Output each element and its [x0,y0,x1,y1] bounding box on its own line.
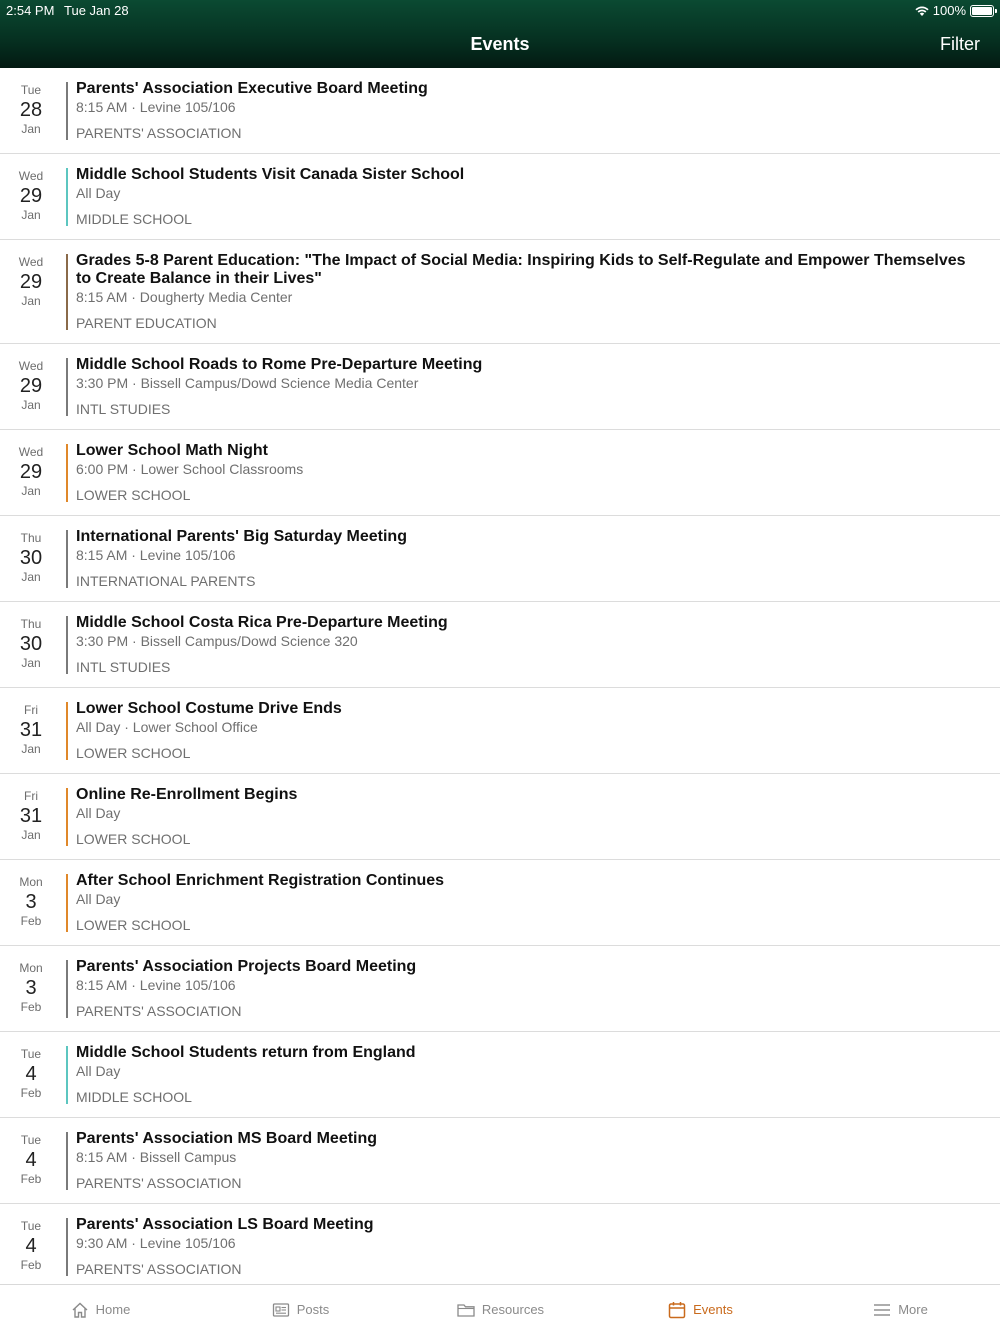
tab-label: Resources [481,1302,545,1317]
event-day: 3 [25,891,37,913]
event-day: 31 [19,805,43,827]
posts-icon [271,1300,291,1320]
event-category: PARENTS' ASSOCIATION [76,1175,242,1191]
category-color-bar [66,1046,68,1104]
event-details [76,614,976,675]
tab-resources[interactable] [400,1285,600,1334]
event-title: Parents' Association MS Board Meeting [76,1130,378,1147]
tab-events[interactable] [600,1285,800,1334]
event-weekday: Wed [18,445,44,459]
event-title: Parents' Association Projects Board Meeting [76,958,417,975]
page-title: Events [470,34,530,54]
event-date [0,1032,62,1100]
tab-posts[interactable] [200,1285,400,1334]
event-row[interactable] [0,1032,1000,1118]
category-color-bar [66,168,68,226]
category-color-bar [66,702,68,760]
event-time-location: All Day · Lower School Office [76,719,258,735]
event-title: Parents' Association LS Board Meeting [76,1216,374,1233]
event-weekday: Fri [24,789,38,803]
event-weekday: Tue [20,1047,42,1061]
calendar-icon [667,1300,687,1320]
event-day: 3 [25,977,37,999]
event-category: PARENTS' ASSOCIATION [76,1261,242,1277]
event-day: 30 [19,547,43,569]
event-time-location: All Day [76,1063,121,1079]
event-row[interactable] [0,946,1000,1032]
event-time-location: 3:30 PM · Bissell Campus/Dowd Science Media Center [76,375,419,391]
event-date [0,1118,62,1186]
event-details [76,1044,976,1105]
event-details [76,528,976,589]
event-category: PARENT EDUCATION [76,315,217,331]
event-time-location: 9:30 AM · Levine 105/106 [76,1235,236,1251]
category-color-bar [66,358,68,416]
event-weekday: Mon [19,961,43,975]
event-row[interactable] [0,1204,1000,1284]
event-day: 29 [19,185,43,207]
event-time-location: 8:15 AM · Levine 105/106 [76,547,236,563]
event-time-location: 8:15 AM · Levine 105/106 [76,99,236,115]
event-title: After School Enrichment Registration Continues [76,872,445,889]
event-category: LOWER SCHOOL [76,487,191,503]
event-category: INTL STUDIES [76,401,171,417]
event-date [0,688,62,756]
event-category: LOWER SCHOOL [76,831,191,847]
event-title: Middle School Students return from England [76,1044,416,1061]
category-color-bar [66,960,68,1018]
category-color-bar [66,616,68,674]
event-category: INTERNATIONAL PARENTS [76,573,256,589]
folder-icon [456,1300,476,1320]
event-category: PARENTS' ASSOCIATION [76,125,242,141]
wifi-icon [915,5,929,17]
event-category: LOWER SCHOOL [76,745,191,761]
event-month: Jan [21,828,41,842]
category-color-bar [66,444,68,502]
event-title: Lower School Costume Drive Ends [76,700,342,717]
event-month: Jan [21,742,41,756]
event-row[interactable] [0,154,1000,240]
event-title: Middle School Students Visit Canada Sister School [76,166,465,183]
event-date [0,154,62,222]
event-weekday: Fri [24,703,38,717]
event-time-location: 8:15 AM · Bissell Campus [76,1149,237,1165]
event-category: MIDDLE SCHOOL [76,211,192,227]
status-date: Tue Jan 28 [64,3,129,18]
event-day: 31 [19,719,43,741]
category-color-bar [66,82,68,140]
event-row[interactable] [0,602,1000,688]
event-row[interactable] [0,516,1000,602]
event-row[interactable] [0,430,1000,516]
event-details [76,166,976,227]
event-details [76,700,976,761]
event-month: Feb [20,1172,42,1186]
event-day: 29 [19,271,43,293]
event-day: 4 [25,1063,37,1085]
category-color-bar [66,254,68,330]
event-weekday: Wed [18,255,44,269]
event-date [0,430,62,498]
event-details [76,786,976,847]
status-time: 2:54 PM [6,3,55,18]
tab-label: Events [693,1302,733,1317]
event-day: 4 [25,1149,37,1171]
event-date [0,344,62,412]
event-month: Feb [20,1258,42,1272]
event-month: Jan [21,656,41,670]
tab-label: More [898,1302,928,1317]
event-time-location: All Day [76,891,121,907]
event-month: Jan [21,122,41,136]
event-weekday: Tue [20,83,42,97]
event-time-location: 6:00 PM · Lower School Classrooms [76,461,304,477]
event-category: INTL STUDIES [76,659,171,675]
status-indicators [915,3,994,18]
event-day: 29 [19,461,43,483]
tab-more[interactable] [800,1285,1000,1334]
tab-home[interactable] [0,1285,200,1334]
event-row[interactable] [0,860,1000,946]
event-title: Online Re-Enrollment Begins [76,786,298,803]
status-bar [0,0,1000,20]
event-weekday: Mon [19,875,43,889]
menu-icon [872,1300,892,1320]
battery-percent: 100% [932,3,966,18]
event-time-location: 8:15 AM · Levine 105/106 [76,977,236,993]
event-date [0,602,62,670]
event-time-location: All Day [76,185,121,201]
battery-icon [970,5,994,17]
event-details [76,252,976,331]
event-month: Jan [21,398,41,412]
event-month: Feb [20,914,42,928]
event-date [0,1204,62,1272]
event-row[interactable] [0,1118,1000,1204]
event-day: 29 [19,375,43,397]
event-category: PARENTS' ASSOCIATION [76,1003,242,1019]
event-title: Parents' Association Executive Board Meeting [76,80,428,97]
event-row[interactable] [0,240,1000,344]
event-weekday: Thu [20,617,42,631]
event-day: 30 [19,633,43,655]
event-row[interactable] [0,688,1000,774]
event-time-location: 8:15 AM · Dougherty Media Center [76,289,293,305]
event-title: Lower School Math Night [76,442,268,459]
event-title: Middle School Roads to Rome Pre-Departure Meeting [76,356,483,373]
tab-label: Posts [296,1302,330,1317]
nav-header [0,0,1000,68]
event-details [76,1130,976,1191]
event-details [76,958,976,1019]
event-day: 4 [25,1235,37,1257]
event-day: 28 [19,99,43,121]
event-date [0,774,62,842]
home-icon [70,1300,90,1320]
event-weekday: Wed [18,169,44,183]
event-time-location: All Day [76,805,121,821]
event-month: Jan [21,484,41,498]
event-title: Middle School Costa Rica Pre-Departure Meeting [76,614,448,631]
tab-bar [0,1284,1000,1334]
category-color-bar [66,874,68,932]
event-details [76,80,976,141]
event-row[interactable] [0,344,1000,430]
event-date [0,946,62,1014]
event-list[interactable] [0,68,1000,1284]
event-month: Jan [21,570,41,584]
event-row[interactable] [0,774,1000,860]
filter-button[interactable]: Filter [940,34,980,54]
event-category: MIDDLE SCHOOL [76,1089,192,1105]
event-details [76,872,976,933]
event-category: LOWER SCHOOL [76,917,191,933]
event-weekday: Tue [20,1219,42,1233]
category-color-bar [66,530,68,588]
event-date [0,860,62,928]
tab-label: Home [95,1302,131,1317]
event-month: Jan [21,208,41,222]
event-title: Grades 5-8 Parent Education: "The Impact of Social Media: Inspiring Kids to Self-Regulate and Empower Themselves to Create Balance in their Lives" [76,252,966,287]
event-details [76,356,976,417]
event-weekday: Tue [20,1133,42,1147]
event-month: Feb [20,1000,42,1014]
category-color-bar [66,788,68,846]
event-weekday: Wed [18,359,44,373]
event-weekday: Thu [20,531,42,545]
event-date [0,516,62,584]
event-details [76,1216,976,1277]
event-month: Jan [21,294,41,308]
event-month: Feb [20,1086,42,1100]
event-details [76,442,976,503]
event-title: International Parents' Big Saturday Meeting [76,528,407,545]
event-row[interactable] [0,68,1000,154]
event-date [0,68,62,136]
category-color-bar [66,1132,68,1190]
event-date [0,240,62,308]
category-color-bar [66,1218,68,1276]
event-time-location: 3:30 PM · Bissell Campus/Dowd Science 320 [76,633,358,649]
